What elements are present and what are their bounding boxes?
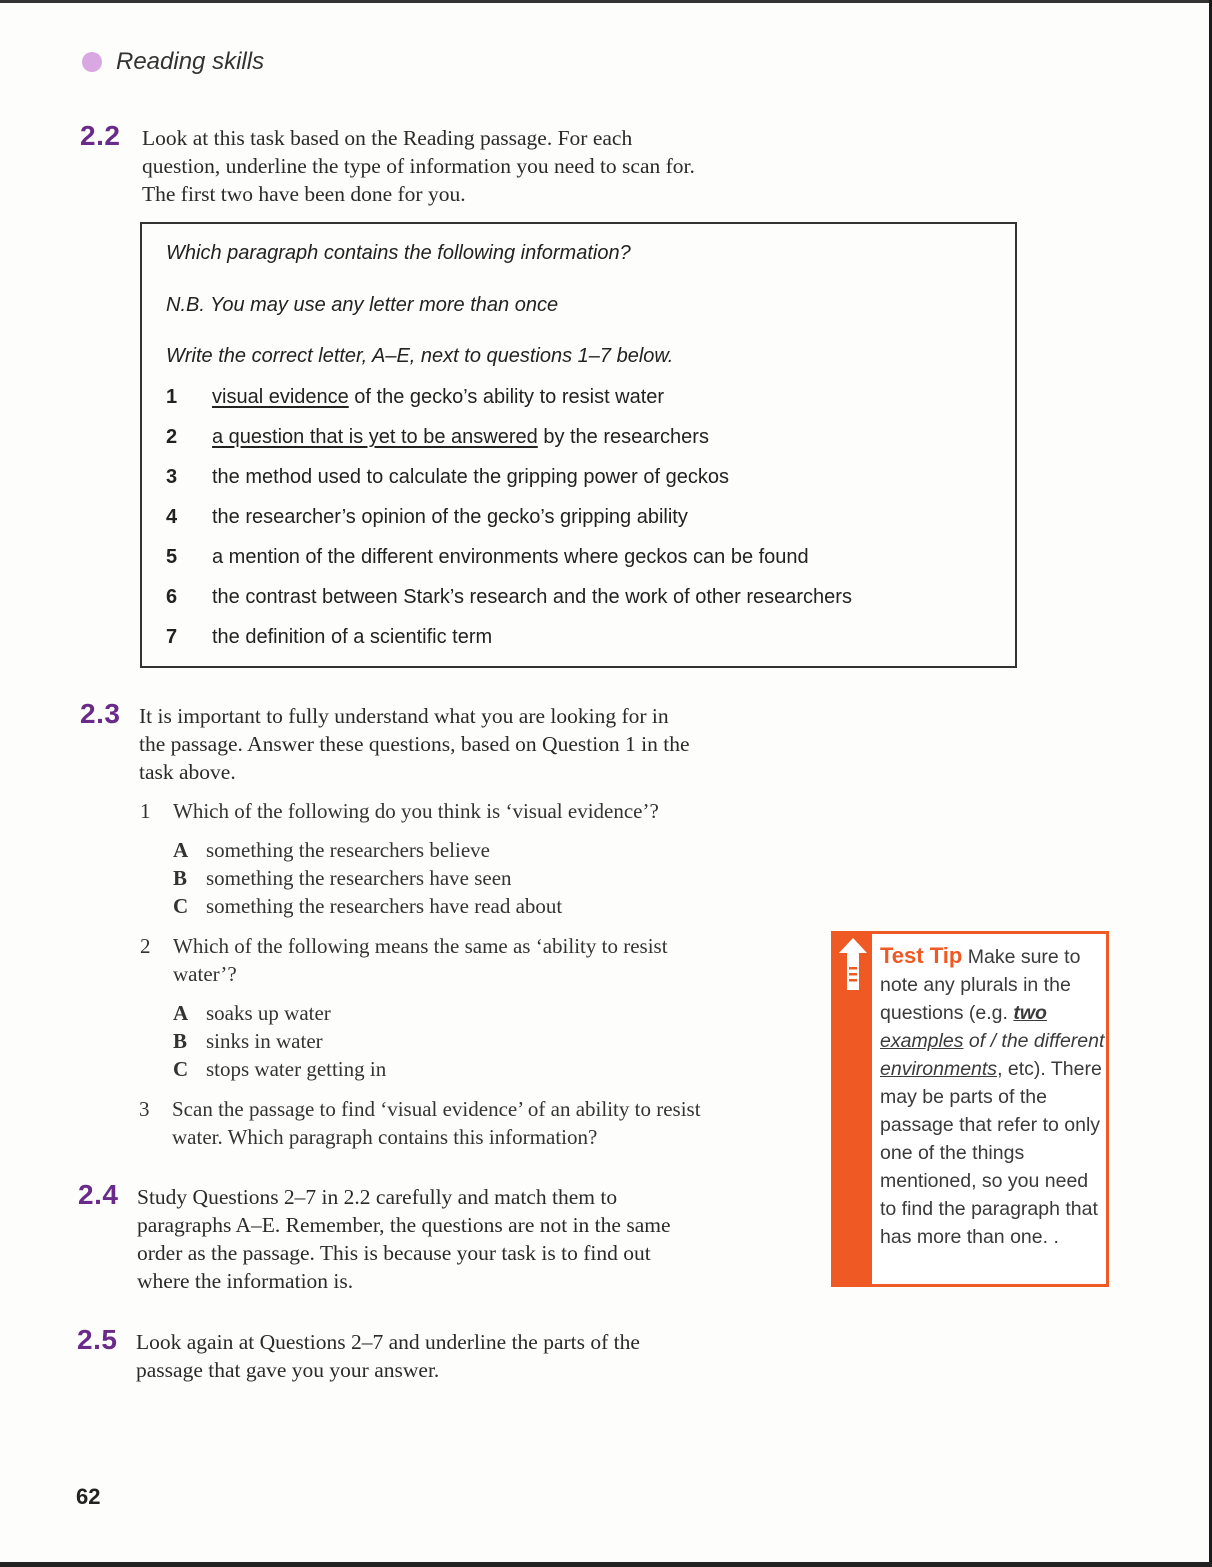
up-arrow-icon [838, 936, 868, 992]
option-letter: C [173, 1057, 189, 1081]
text-line: The first two have been done for you. [142, 182, 466, 206]
question-number: 1 [166, 386, 178, 408]
text-line: paragraphs A–E. Remember, the questions are not in the same [137, 1213, 671, 1237]
question-text: the definition of a scientific term [212, 626, 493, 648]
sub-question-1 [140, 797, 659, 825]
sub-question-text: water. Which paragraph contains this information? [172, 1125, 598, 1149]
text-line: passage that gave you your answer. [136, 1358, 440, 1382]
text-line: where the information is. [137, 1269, 354, 1293]
section-number-2-2: 2.2 [80, 120, 121, 151]
text-line: Look at this task based on the Reading passage. For each [142, 126, 633, 150]
option-letter: B [173, 1029, 188, 1053]
question-text: of the gecko’s ability to resist water [348, 386, 665, 408]
option-a [173, 1001, 331, 1026]
section-header [82, 48, 264, 76]
text-line: the passage. Answer these questions, based on Question 1 in the [139, 732, 690, 756]
tip-body: Make sure to note any plurals in the questions (e.g. [880, 946, 1081, 1024]
text-line: Study Questions 2–7 in 2.2 carefully and match them to [137, 1185, 618, 1209]
text-line: task above. [139, 760, 236, 784]
text-line: It is important to fully understand what you are looking for in [139, 704, 669, 728]
page-number: 62 [76, 1484, 101, 1509]
option-text: stops water getting in [206, 1057, 387, 1081]
option-b [173, 866, 512, 891]
task-question [166, 546, 809, 569]
sub-question-number: 1 [140, 799, 151, 823]
sub-question-text: Scan the passage to find ‘visual evidence’ of an ability to resist [172, 1097, 701, 1121]
question-text: the researcher’s opinion of the gecko’s gripping ability [212, 506, 688, 528]
task-question [166, 506, 688, 529]
tip-text [880, 942, 1106, 1251]
question-number: 4 [166, 506, 178, 528]
top-rule [0, 0, 1212, 3]
test-tip-box [831, 931, 1109, 1287]
task-question [166, 586, 852, 609]
tip-emphasis-environments: environments [880, 1058, 998, 1080]
sub-question-number: 3 [139, 1097, 150, 1121]
task-question [166, 426, 709, 449]
question-text: a mention of the different environments where geckos can be found [212, 546, 809, 568]
option-letter: A [173, 838, 189, 862]
option-text: something the researchers have read about [206, 894, 563, 918]
header-title: Reading skills [116, 48, 265, 75]
task-note: N.B. You may use any letter more than once [166, 294, 559, 316]
sub-question-number: 2 [140, 934, 151, 958]
task-instruction: Which paragraph contains the following information? [166, 242, 631, 264]
question-number: 3 [166, 466, 178, 488]
bullet-dot-icon [82, 52, 102, 72]
question-text: the contrast between Stark’s research and the work of other researchers [212, 586, 852, 608]
task-box [140, 222, 1017, 668]
question-number: 2 [166, 426, 178, 448]
option-letter: A [173, 1001, 189, 1025]
tip-italic: of / the different [963, 1030, 1105, 1052]
task-question [166, 386, 664, 409]
sub-question-3 [139, 1095, 701, 1151]
tip-title: Test Tip [880, 943, 963, 968]
sub-question-2 [140, 932, 668, 988]
question-number: 7 [166, 626, 178, 648]
task-question [166, 626, 492, 649]
option-c [173, 894, 562, 919]
question-text: by the researchers [537, 426, 709, 448]
text-line: question, underline the type of information you need to scan for. [142, 154, 695, 178]
section-number-2-5: 2.5 [77, 1324, 118, 1355]
text-line: order as the passage. This is because your task is to find out [137, 1241, 651, 1265]
option-b [173, 1029, 323, 1054]
text-line: Look again at Questions 2–7 and underline the parts of the [136, 1330, 640, 1354]
tip-body: , etc). There may be parts of the passage that refer to only one of the things mentioned, so you need to find the paragraph that has more than one. . [880, 1058, 1102, 1248]
underlined-phrase: a question that is yet to be answered [212, 426, 538, 448]
task-question [166, 466, 729, 489]
option-text: something the researchers believe [206, 838, 490, 862]
question-number: 6 [166, 586, 178, 608]
tip-emphasis-examples: examples [880, 1030, 964, 1052]
option-text: something the researchers have seen [206, 866, 512, 890]
bottom-page-edge [0, 1562, 1212, 1567]
option-text: soaks up water [206, 1001, 331, 1025]
task-instruction-letters: Write the correct letter, A–E, next to questions 1–7 below. [166, 345, 674, 367]
option-a [173, 838, 490, 863]
section-2-3-text [139, 702, 690, 786]
sub-question-text: Which of the following means the same as ‘ability to resist [173, 934, 668, 958]
option-letter: C [173, 894, 189, 918]
tip-emphasis-two: two [1013, 1002, 1047, 1024]
section-2-2-text [142, 124, 695, 208]
sub-question-text: water’? [173, 962, 237, 986]
underlined-phrase: visual evidence [212, 386, 349, 408]
section-number-2-4: 2.4 [78, 1179, 119, 1210]
section-2-5-text [136, 1328, 640, 1384]
question-text: the method used to calculate the gripping power of geckos [212, 466, 729, 488]
question-number: 5 [166, 546, 178, 568]
option-c [173, 1057, 386, 1082]
section-number-2-3: 2.3 [80, 698, 121, 729]
option-text: sinks in water [206, 1029, 323, 1053]
option-letter: B [173, 866, 188, 890]
section-2-4-text [137, 1183, 671, 1295]
sub-question-text: Which of the following do you think is ‘visual evidence’? [173, 799, 659, 823]
